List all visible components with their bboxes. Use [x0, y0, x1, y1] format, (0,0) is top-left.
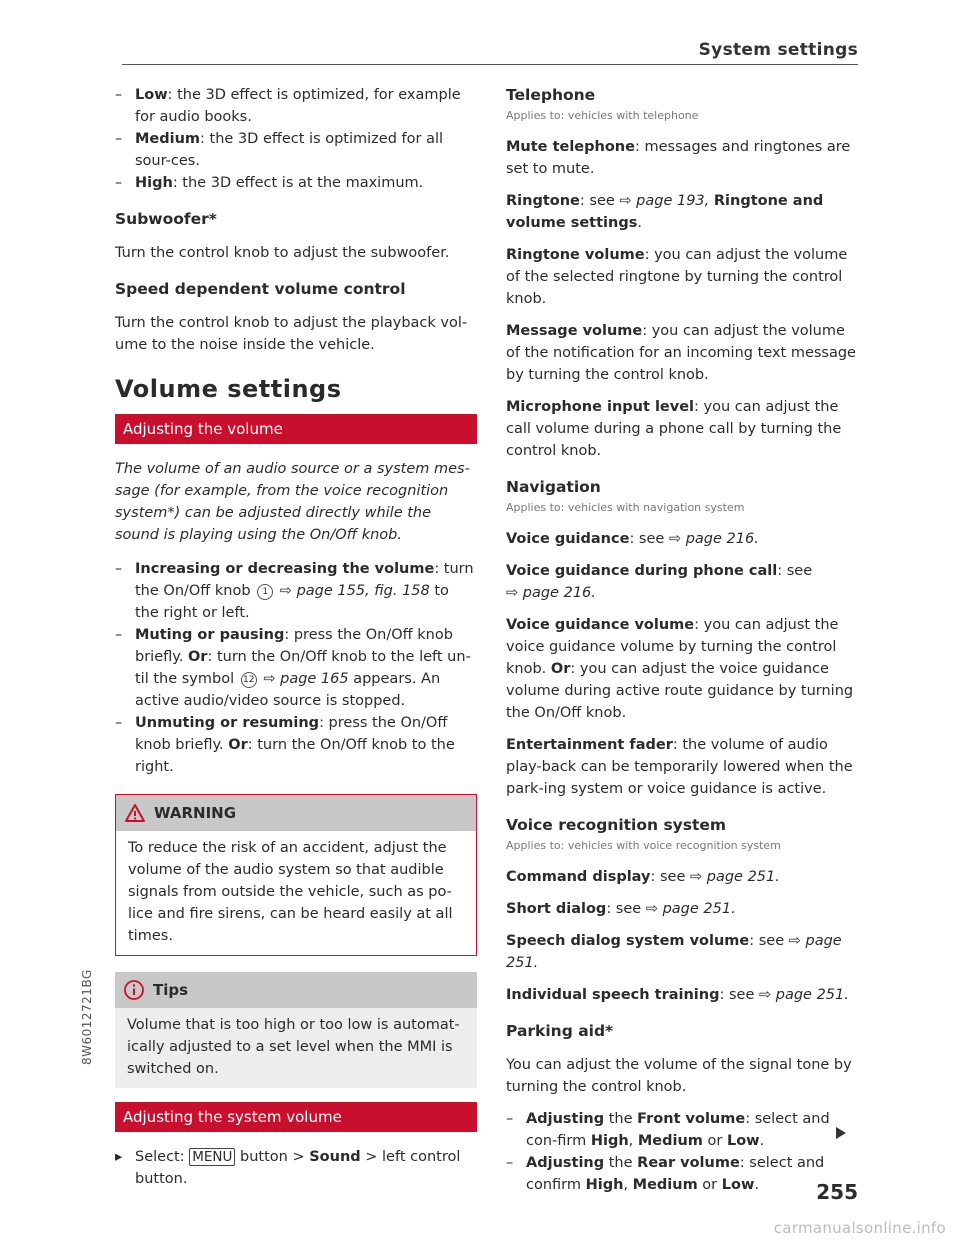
intro-text: The volume of an audio source or a system mes-sage (for example, from the voice recognition system*) can be adjusted directly while the sound is playing using the On/Off knob. [115, 461, 470, 543]
applies-to-note: Applies to: vehicles with voice recognition system [506, 839, 781, 852]
arrow-icon: ⇨ [788, 933, 801, 949]
continue-arrow-icon [836, 1127, 846, 1139]
paragraph: Entertainment fader: the volume of audio play-back can be temporarily lowered when the park-ing system or voice guidance is active. [506, 737, 853, 797]
page-reference-link[interactable]: page 251. [706, 869, 780, 885]
header-rule [122, 64, 858, 65]
arrow-icon: ⇨ [668, 531, 682, 547]
arrow-icon: ⇨ [645, 901, 658, 917]
warning-box [115, 794, 477, 956]
paragraph: Voice guidance volume: you can adjust the voice guidance volume by turning the control knob. Or: you can adjust the voice guidance volume during active route guidance by turning the On/Off knob. [506, 617, 854, 721]
watermark: carmanualsonline.info [773, 1219, 946, 1237]
page-reference-link[interactable]: page 251. [662, 901, 736, 917]
paragraph: Short dialog: see ⇨ page 251. [506, 901, 736, 917]
tips-title: Tips [153, 981, 189, 999]
page-reference-link[interactable]: page 216. [685, 531, 759, 547]
page-reference-link[interactable]: page 165 [280, 671, 349, 687]
page-reference-link[interactable]: page 251. [775, 987, 849, 1003]
paragraph: Command display: see ⇨ page 251. [506, 869, 780, 885]
arrow-icon: ⇨ [619, 193, 632, 209]
tips-text: Volume that is too high or too low is automat-ically adjusted to a set level when the MMI is switched on. [115, 1008, 477, 1088]
arrow-icon: ⇨ [279, 583, 292, 599]
arrow-icon: ⇨ [506, 585, 519, 601]
parking-aid-text: You can adjust the volume of the signal tone by turning the control knob. [506, 1057, 852, 1095]
page-reference-link[interactable]: page 216. [522, 585, 596, 601]
parking-aid-heading: Parking aid* [506, 1022, 614, 1040]
arrow-icon: ⇨ [689, 869, 703, 885]
tips-header [115, 972, 477, 1008]
paragraph: Mute telephone: messages and ringtones are set to mute. [506, 139, 851, 177]
arrow-icon: ⇨ [263, 671, 276, 687]
left-column [115, 84, 477, 1190]
list-item: – Unmuting or resuming: press the On/Off knob briefly. Or: turn the On/Off knob to the right. [115, 715, 455, 775]
system-volume-bar: Adjusting the system volume [115, 1102, 477, 1132]
paragraph: Ringtone volume: you can adjust the volume of the selected ringtone by turning the control knob. [506, 247, 848, 307]
paragraph: Microphone input level: you can adjust the call volume during a phone call by turning the control knob. [506, 399, 842, 459]
paragraph: Individual speech training: see ⇨ page 251. [506, 987, 849, 1003]
subwoofer-heading: Subwoofer* [115, 210, 217, 228]
applies-to-note: Applies to: vehicles with telephone [506, 109, 699, 122]
info-icon [123, 979, 145, 1001]
arrow-icon: ⇨ [758, 987, 772, 1003]
callout-number-icon: 1 [257, 584, 273, 600]
warning-text: To reduce the risk of an accident, adjust the volume of the audio system so that audible signals from outside the vehicle, such as po-lice and fire sirens, can be heard easily at all times. [116, 831, 476, 955]
page-number: 255 [816, 1180, 858, 1204]
navigation-heading: Navigation [506, 478, 601, 496]
list-item: – Increasing or decreasing the volume: turn the On/Off knob 1 ⇨ page 155, fig. 158 to the right or left. [115, 561, 474, 621]
tips-box [115, 972, 477, 1088]
paragraph: Speech dialog system volume: see ⇨ page 251. [506, 933, 842, 971]
telephone-heading: Telephone [506, 86, 596, 104]
list-item: ▸ Select: MENU button > Sound > left control button. [115, 1149, 461, 1187]
warning-triangle-icon [124, 803, 146, 823]
paragraph: Ringtone: see ⇨ page 193, Ringtone and volume settings. [506, 193, 824, 231]
paragraph: Voice guidance: see ⇨ page 216. [506, 531, 759, 547]
menu-button-keycap: MENU [189, 1148, 235, 1166]
warning-header [116, 795, 476, 831]
speed-volume-heading: Speed dependent volume control [115, 280, 406, 298]
page-section-title: System settings [698, 40, 858, 60]
subwoofer-text: Turn the control knob to adjust the subwoofer. [115, 245, 450, 261]
list-item: – Adjusting the Front volume: select and con-firm High, Medium or Low. [506, 1111, 830, 1149]
list-item: – High: the 3D effect is at the maximum. [115, 175, 424, 191]
document-code: 8W6012721BG [80, 969, 94, 1065]
applies-to-note: Applies to: vehicles with navigation system [506, 501, 745, 514]
list-item: – Adjusting the Rear volume: select and confirm High, Medium or Low. [506, 1155, 825, 1193]
volume-settings-heading: Volume settings [115, 375, 342, 403]
voice-recognition-heading: Voice recognition system [506, 816, 727, 834]
page-reference-link[interactable]: page 155, fig. 158 [296, 583, 430, 599]
warning-title: WARNING [154, 804, 237, 822]
callout-number-icon: 12 [241, 672, 257, 688]
speed-volume-text: Turn the control knob to adjust the playback vol-ume to the noise inside the vehicle. [115, 315, 468, 353]
page-reference-link[interactable]: page 251. [506, 933, 842, 971]
list-item: – Medium: the 3D effect is optimized for all sour-ces. [115, 131, 444, 169]
paragraph: Voice guidance during phone call: see ⇨ page 216. [506, 563, 813, 601]
adjusting-volume-bar: Adjusting the volume [115, 414, 477, 444]
right-column [506, 84, 860, 1196]
paragraph: Message volume: you can adjust the volume of the notification for an incoming text message by turning the control knob. [506, 323, 856, 383]
page-reference-link[interactable]: page 193, [636, 193, 710, 209]
list-item: – Low: the 3D effect is optimized, for example for audio books. [115, 87, 461, 125]
list-item: – Muting or pausing: press the On/Off knob briefly. Or: turn the On/Off knob to the left un-til the symbol 12 ⇨ page 165 appears. An active audio/video source is stopped. [115, 627, 471, 709]
